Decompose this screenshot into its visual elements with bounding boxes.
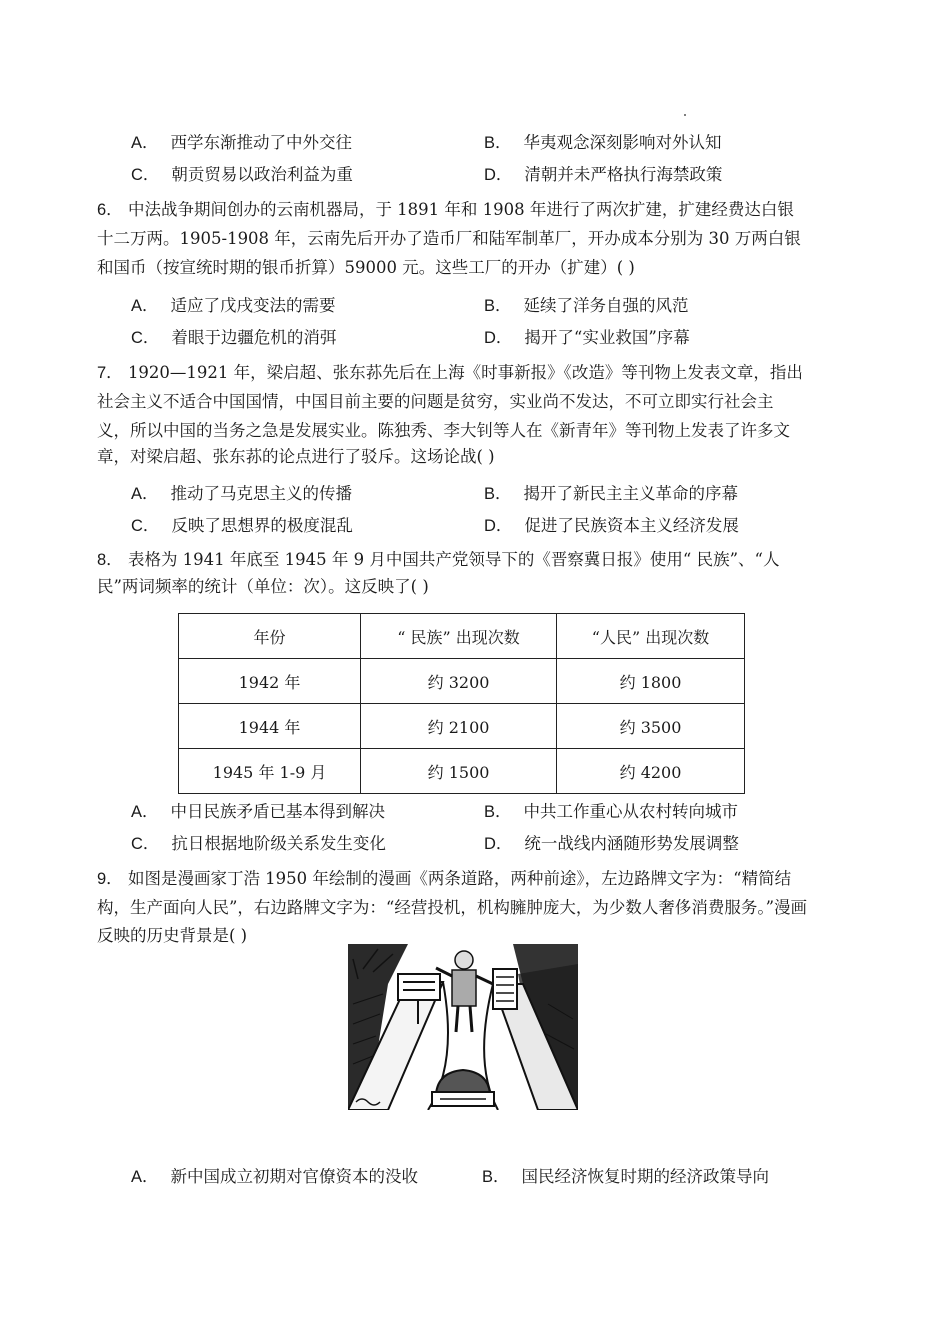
- option-text: 促进了民族资本主义经济发展: [524, 516, 739, 535]
- option-label: B．: [482, 1168, 510, 1186]
- option-label: A．: [131, 485, 159, 503]
- q6-stem-line-2: 十二万两。1905-1908 年，云南先后开办了造币厂和陆军制革厂，开办成本分别为 30 万两白银: [97, 229, 801, 248]
- option-text: 反映了思想界的极度混乱: [171, 516, 353, 535]
- option-text: 推动了马克思主义的传播: [170, 484, 353, 503]
- table-cell: 1944 年: [179, 704, 361, 749]
- option-text: 统一战线内涵随形势发展调整: [524, 834, 739, 853]
- q5-option-c[interactable]: [131, 164, 353, 186]
- q6-option-b[interactable]: [484, 295, 689, 317]
- q7-stem-line-1: [97, 362, 803, 384]
- q6-option-a[interactable]: [131, 295, 336, 317]
- q8-stem-line-1: [97, 549, 779, 571]
- option-label: C．: [131, 517, 160, 535]
- option-label: A．: [131, 803, 159, 821]
- q8-option-c[interactable]: [131, 833, 386, 855]
- table-cell: 约 4200: [557, 749, 745, 794]
- option-label: B．: [484, 485, 512, 503]
- stem-text: 中法战争期间创办的云南机器局，于 1891 年和 1908 年进行了两次扩建，扩建经费达白银: [127, 200, 794, 219]
- q5-option-d[interactable]: [484, 164, 722, 186]
- q7-option-a[interactable]: [131, 483, 352, 505]
- q9-option-a[interactable]: [131, 1166, 418, 1188]
- table-header-row: [179, 614, 745, 659]
- table-header: 年份: [179, 614, 361, 659]
- option-label: D．: [484, 166, 513, 184]
- option-text: 西学东渐推动了中外交往: [170, 133, 353, 152]
- q8-option-b[interactable]: [484, 801, 738, 823]
- question-number: 7．: [97, 364, 123, 382]
- table-header: “人民” 出现次数: [557, 614, 745, 659]
- option-label: B．: [484, 134, 512, 152]
- q8-stem-line-2: 民”两词频率的统计（单位：次）。这反映了( ): [97, 577, 429, 596]
- table-cell: 约 1800: [557, 659, 745, 704]
- table-cell: 约 2100: [361, 704, 557, 749]
- q9-option-b[interactable]: [482, 1166, 769, 1188]
- option-text: 着眼于边疆危机的消弭: [171, 328, 337, 347]
- option-text: 朝贡贸易以政治利益为重: [171, 165, 353, 184]
- frequency-table: [178, 613, 745, 794]
- option-label: A．: [131, 1168, 159, 1186]
- q9-stem-line-1: [97, 868, 791, 890]
- option-text: 揭开了新民主主义革命的序幕: [523, 484, 739, 503]
- table-cell: 约 3200: [361, 659, 557, 704]
- option-label: C．: [131, 835, 160, 853]
- option-text: 中共工作重心从农村转向城市: [523, 802, 739, 821]
- option-text: 清朝并未严格执行海禁政策: [524, 165, 723, 184]
- stem-text: 表格为 1941 年底至 1945 年 9 月中国共产党领导下的《晋察冀日报》使用“ 民族”、“人: [127, 550, 780, 569]
- q8-option-a[interactable]: [131, 801, 385, 823]
- option-text: 适应了戊戌变法的需要: [170, 296, 336, 315]
- table-cell: 1945 年 1-9 月: [179, 749, 361, 794]
- q7-stem-line-3: 义，所以中国的当务之急是发展实业。陈独秀、李大钊等人在《新青年》等刊物上发表了许多文: [97, 421, 790, 440]
- question-number: 9．: [97, 870, 123, 888]
- option-label: B．: [484, 297, 512, 315]
- stem-text: 如图是漫画家丁浩 1950 年绘制的漫画《两条道路，两种前途》，左边路牌文字为：“精简结: [127, 869, 792, 888]
- table-row: [179, 749, 745, 794]
- q7-option-c[interactable]: [131, 515, 353, 537]
- table-cell: 约 3500: [557, 704, 745, 749]
- q9-stem-line-2: 构，生产面向人民”，右边路牌文字为：“经营投机，机构臃肿庞大，为少数人奢侈消费服务。”漫画: [97, 898, 808, 917]
- table-row: [179, 704, 745, 749]
- q6-option-c[interactable]: [131, 327, 336, 349]
- option-text: 延续了洋务自强的风范: [523, 296, 689, 315]
- q5-option-b[interactable]: [484, 132, 722, 154]
- option-text: 中日民族矛盾已基本得到解决: [170, 802, 386, 821]
- q6-option-d[interactable]: [484, 327, 690, 349]
- q7-stem-line-4: 章，对梁启超、张东荪的论点进行了驳斥。这场论战( ): [97, 447, 495, 466]
- q6-stem-line-1: [97, 199, 794, 221]
- option-label: D．: [484, 835, 513, 853]
- q9-stem-line-3: 反映的历史背景是( ): [97, 926, 248, 945]
- stem-text: 1920—1921 年，梁启超、张东荪先后在上海《时事新报》《改造》等刊物上发表文章，指出: [127, 363, 803, 382]
- option-label: A．: [131, 297, 159, 315]
- q7-option-d[interactable]: [484, 515, 739, 537]
- option-text: 国民经济恢复时期的经济政策导向: [521, 1167, 770, 1186]
- q6-stem-line-3: 和国币（按宣统时期的银币折算）59000 元。这些工厂的开办（扩建）( ): [97, 258, 635, 277]
- option-label: B．: [484, 803, 512, 821]
- q7-option-b[interactable]: [484, 483, 738, 505]
- q5-option-a[interactable]: [131, 132, 352, 154]
- cartoon-two-roads-image: [348, 944, 578, 1110]
- q7-stem-line-2: 社会主义不适合中国国情，中国目前主要的问题是贫穷，实业尚不发达，不可立即实行社会主: [97, 392, 774, 411]
- table-cell: 1942 年: [179, 659, 361, 704]
- option-text: 揭开了“实业救国”序幕: [524, 328, 690, 347]
- scan-dot: [684, 114, 686, 116]
- option-text: 华夷观念深刻影响对外认知: [523, 133, 722, 152]
- option-label: D．: [484, 329, 513, 347]
- question-number: 6．: [97, 201, 123, 219]
- option-label: C．: [131, 329, 160, 347]
- table-row: [179, 659, 745, 704]
- table-cell: 约 1500: [361, 749, 557, 794]
- option-label: C．: [131, 166, 160, 184]
- option-label: A．: [131, 134, 159, 152]
- q8-option-d[interactable]: [484, 833, 739, 855]
- question-number: 8．: [97, 551, 123, 569]
- option-label: D．: [484, 517, 513, 535]
- option-text: 抗日根据地阶级关系发生变化: [171, 834, 386, 853]
- table-header: “ 民族” 出现次数: [361, 614, 557, 659]
- option-text: 新中国成立初期对官僚资本的没收: [170, 1167, 419, 1186]
